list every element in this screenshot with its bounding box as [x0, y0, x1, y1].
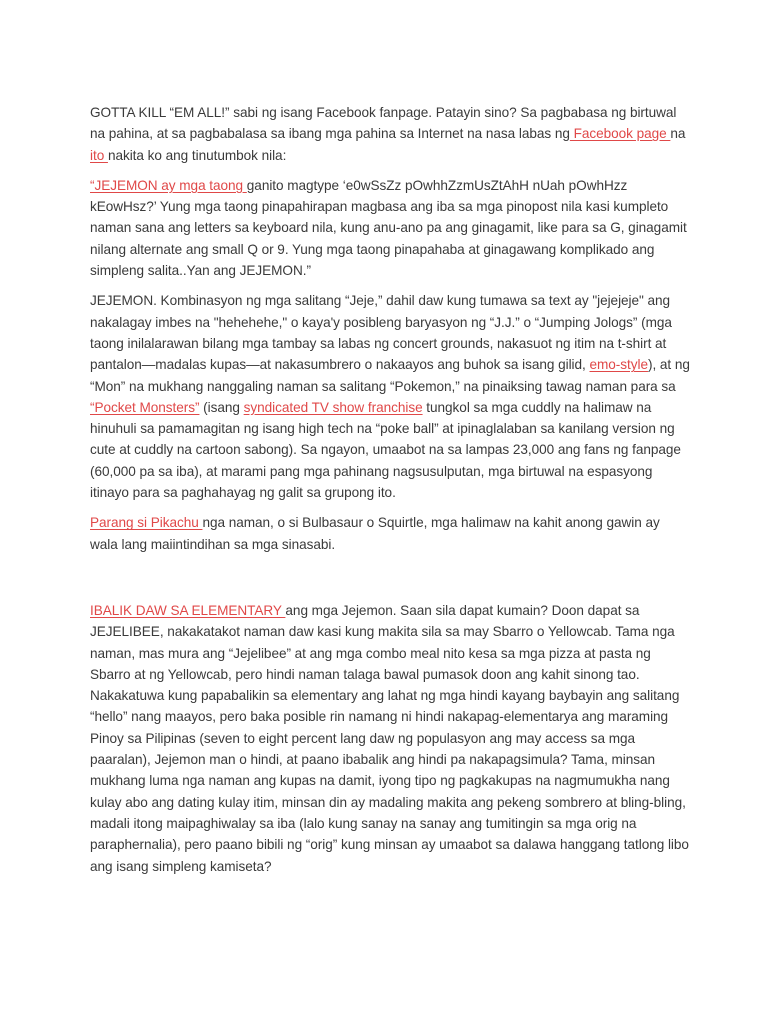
document-body — [90, 102, 690, 886]
body-text: tungkol sa mga cuddly na halimaw na hinuhuli sa pamamagitan ng isang high tech na “poke ball” at ipinaglalaban sa kanilang version ng cute at cuddly na cartoon sabong). Sa ngayon, umaabot na sa lampas 23,000 ang fans ng fanpage (60,000 pa sa iba), at marami pang mga pahinang nagsusulputan, mga birtuwal na espasyong itinayo para sa paghahayag ng galit sa grupong ito. — [90, 399, 681, 501]
ito-link[interactable]: ito — [90, 147, 108, 163]
body-text: (isang — [199, 399, 244, 415]
ibalik-daw-sa-elementary-link[interactable]: IBALIK DAW SA ELEMENTARY — [90, 602, 286, 618]
body-text: nga naman, o si Bulbasaur o Squirtle, mga halimaw na kahit anong gawin ay wala lang maiintindihan sa mga sinasabi. — [90, 515, 660, 552]
emo-style-link[interactable]: emo-style — [589, 357, 648, 373]
body-text: GOTTA KILL “EM ALL!” sabi ng isang Facebook fanpage. Patayin sino? Sa pagbabasa ng birtuwal na pahina, at sa pagbabalasa sa ibang mga pahina sa Internet na nasa labas ng — [90, 105, 677, 142]
paragraph-intro — [90, 102, 690, 166]
body-text: ganito magtype ‘e0wSsZz pOwhhZzmUsZtAhH nUah pOwhHzz kEowHsz?’ Yung mga taong pinapahirapan magbasa ang iba sa mga pinopost nila kasi kumpleto naman sana ang letters sa keyboard nila, kung anu-ano pa ang ginagamit, like para sa G, ginagamit nilang alternate ang small Q or 9. Yung mga taong pinapahaba at ginagawang komplikado ang simpleng salita..Yan ang JEJEMON.” — [90, 177, 687, 279]
pikachu-link[interactable]: Parang si Pikachu — [90, 515, 203, 531]
body-text: na — [670, 126, 686, 142]
jejemon-definition-link[interactable]: “JEJEMON ay mga taong — [90, 177, 247, 193]
paragraph-elementary — [90, 600, 690, 877]
body-text: ang mga Jejemon. Saan sila dapat kumain? Doon dapat sa JEJELIBEE, nakakatakot naman daw kasi kung makita sila sa may Sbarro o Yellowcab. Tama nga naman, mas mura ang “Jejelibee” at ang mga combo meal nito kesa sa mga pizza at pasta ng Sbarro at ng Yellowcab, pero hindi naman talaga bawal pumasok doon ang kahit sinong tao. Nakakatuwa kung papabalikin sa elementary ang lahat ng mga hindi kayang baybayin ang salitang “hello” nang maayos, pero baka posible rin namang ni hindi nakapag-elementarya ang maraming Pinoy sa Pilipinas (seven to eight percent lang daw ng populasyon ang may access sa mga paaralan), Jejemon man o hindi, at paano ibabalik ang hindi pa nakapagsimula? Tama, minsan mukhang luma nga naman ang kupas na damit, iyong tipo ng pagkakupas na nagmumukha nang kulay abo ang dating kulay itim, minsan din ay madaling makita ang pekeng sombrero at bling-bling, madali itong maipaghiwalay sa iba (lalo kung sanay na sanay ang tumitingin sa mga orig na paraphernalia), pero paano bibili ng “orig” kung minsan ay umaabot sa dalawa hanggang tatlong libo ang isang simpleng kamiseta? — [90, 602, 689, 874]
paragraph-etymology — [90, 290, 690, 503]
facebook-page-link[interactable]: Facebook page — [569, 126, 671, 142]
body-text: nakita ko ang tinutumbok nila: — [107, 147, 287, 163]
paragraph-pikachu — [90, 512, 690, 555]
pocket-monsters-link[interactable]: “Pocket Monsters” — [90, 399, 200, 415]
syndicated-tv-show-franchise-link[interactable]: syndicated TV show franchise — [243, 399, 423, 415]
paragraph-definition — [90, 175, 690, 281]
body-text: JEJEMON. Kombinasyon ng mga salitang “Jeje,” dahil daw kung tumawa sa text ay "jejejeje" ang nakalagay imbes na "hehehehe," o kaya'y posibleng baryasyon ng “J.J.” o “Jumping Jologs” (mga taong inilalarawan bilang mga tambay sa labas ng concert grounds, nakasuot ng itim na t-shirt at pantalon—madalas kupas—at nakasumbrero o nakaayos ang buhok sa isang gilid, — [90, 293, 672, 373]
body-text: ), at ng “Mon” na mukhang nanggaling naman sa salitang “Pokemon,” na pinaiksing tawag naman para sa — [90, 357, 690, 394]
